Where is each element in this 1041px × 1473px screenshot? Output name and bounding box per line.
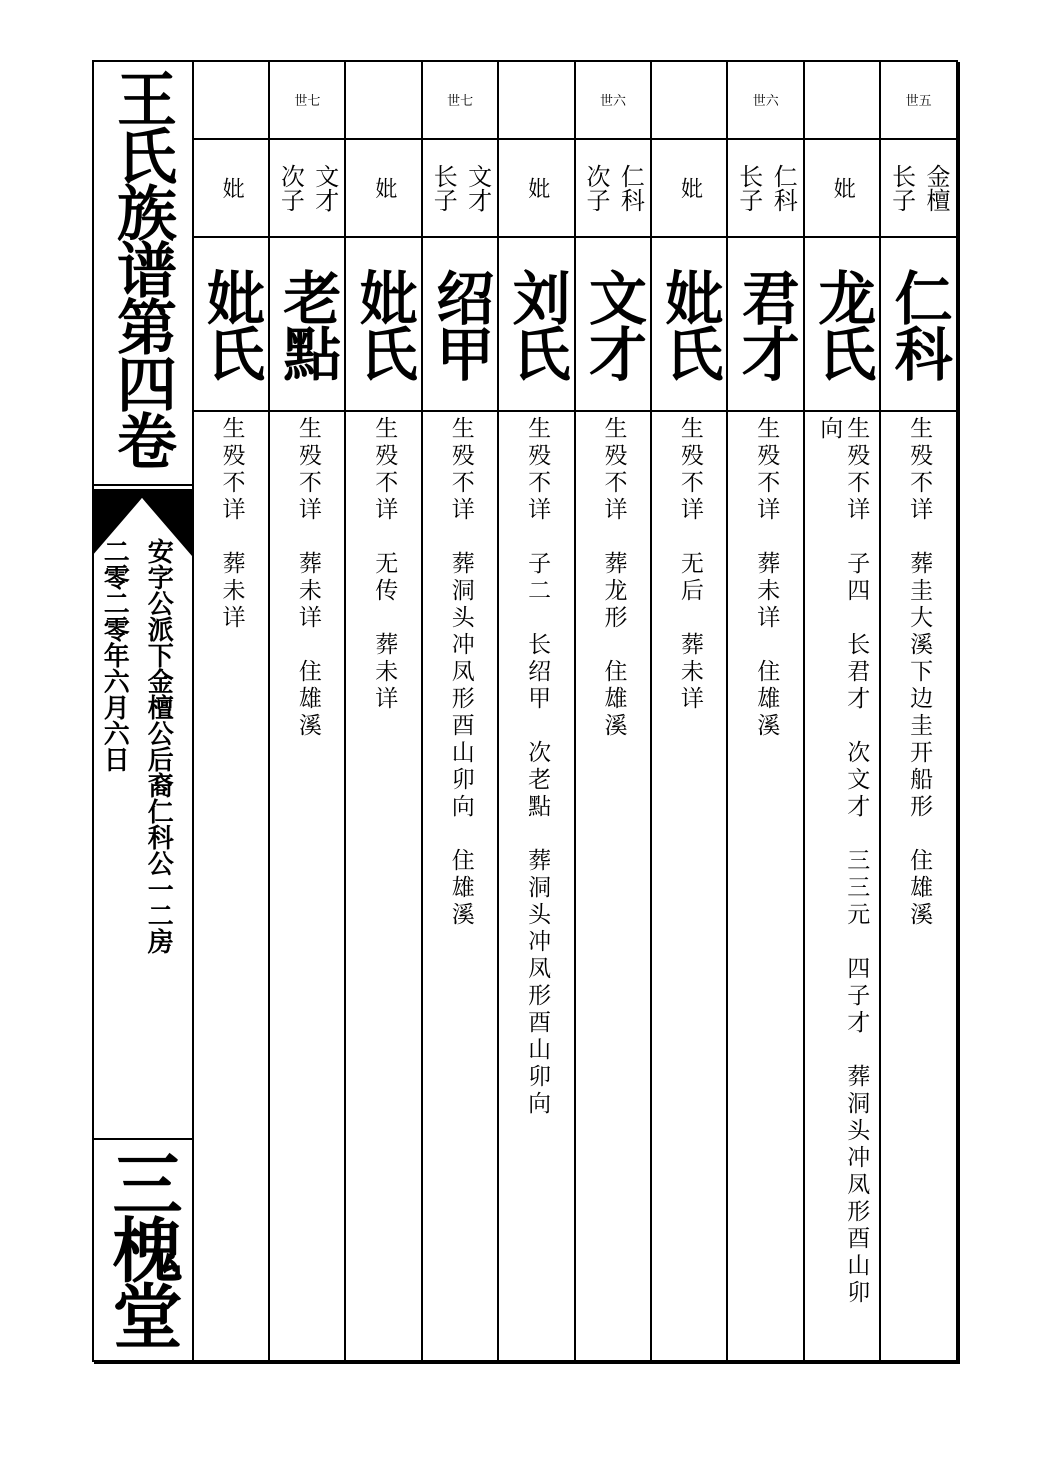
name-cell <box>882 238 956 410</box>
relation-text: 长子 <box>734 164 763 212</box>
detail-cell <box>729 416 803 740</box>
person-name: 妣氏 <box>349 268 418 380</box>
detail-text: 生殁不详 葬洞头冲凤形酉山卯向 住雄溪 <box>447 416 474 929</box>
genealogy-column <box>652 60 728 1360</box>
genealogy-column <box>500 60 576 1360</box>
name-cell <box>270 238 344 410</box>
detail-cell <box>576 416 650 740</box>
hall-box <box>92 1148 192 1346</box>
relation-cell <box>270 140 344 236</box>
person-name: 君才 <box>731 268 800 380</box>
relation-cell <box>500 140 574 236</box>
genealogy-grid <box>194 60 958 1362</box>
hall-divider <box>92 1138 192 1140</box>
genealogy-column <box>270 60 346 1360</box>
genealogy-column <box>423 60 499 1360</box>
generation-label <box>347 60 421 138</box>
relation-cell <box>347 140 421 236</box>
generation-label <box>500 60 574 138</box>
name-cell <box>500 238 574 410</box>
relation-cell <box>729 140 803 236</box>
genealogy-column <box>805 60 881 1360</box>
detail-text: 生殁不详 无后 葬未详 <box>676 416 703 713</box>
generation-label: 世七 <box>294 93 321 109</box>
relation-text: 妣 <box>219 177 245 199</box>
person-name: 绍甲 <box>426 268 495 380</box>
book-title-box <box>92 60 192 485</box>
detail-text: 生殁不详 葬未详 住雄溪 <box>753 416 780 740</box>
relation-text: 仁科 <box>616 164 645 212</box>
relation-text: 妣 <box>524 177 550 199</box>
generation-label <box>194 60 268 138</box>
detail-text: 生殁不详 葬龙形 住雄溪 <box>600 416 627 740</box>
generation-label: 世七 <box>447 93 474 109</box>
date-text: 二零二零年六月六日 <box>99 538 130 772</box>
generation-label <box>805 60 879 138</box>
book-title: 王氏族谱第四卷 <box>107 68 177 467</box>
person-name: 妣氏 <box>197 268 265 380</box>
detail-cell <box>270 416 344 740</box>
relation-cell <box>194 140 268 236</box>
relation-text: 文才 <box>310 164 339 212</box>
detail-cell <box>423 416 497 929</box>
fishtail-top-line <box>92 484 192 486</box>
detail-cell <box>347 416 421 713</box>
detail-cell <box>882 416 956 929</box>
relation-text: 长子 <box>887 164 916 212</box>
relation-text: 仁科 <box>769 164 798 212</box>
name-cell <box>805 238 879 410</box>
generation-label: 世六 <box>752 93 779 109</box>
person-name: 龙氏 <box>808 268 877 380</box>
detail-cell <box>500 416 574 1118</box>
relation-text: 长子 <box>429 164 458 212</box>
detail-text: 生殁不详 葬未详 <box>218 416 245 632</box>
relation-text: 金檀 <box>921 164 950 212</box>
name-cell <box>652 238 726 410</box>
person-name: 仁科 <box>884 268 953 380</box>
genealogy-column <box>882 60 958 1360</box>
relation-cell <box>882 140 956 236</box>
name-cell <box>729 238 803 410</box>
genealogy-column <box>729 60 805 1360</box>
detail-cell <box>194 416 268 632</box>
relation-text: 次子 <box>582 164 610 212</box>
name-cell <box>576 238 650 410</box>
branch-text: 安字公派下金檀公后裔仁科公一二房 <box>143 538 174 954</box>
relation-text: 次子 <box>276 164 305 212</box>
relation-cell <box>652 140 726 236</box>
name-cell <box>423 238 497 410</box>
relation-text: 妣 <box>677 177 703 199</box>
generation-label: 世五 <box>905 93 932 109</box>
relation-text: 妣 <box>830 177 856 199</box>
person-name: 文才 <box>579 268 647 380</box>
person-name: 刘氏 <box>502 268 571 380</box>
detail-text: 生殁不详 子四 长君才 次文才 三三元 四子才 葬洞头冲凤形酉山卯 <box>843 416 870 1307</box>
hall-name: 三槐堂 <box>101 1148 184 1346</box>
detail-cell <box>652 416 726 713</box>
relation-cell <box>576 140 650 236</box>
genealogy-column <box>347 60 423 1360</box>
detail-cell <box>805 416 879 1307</box>
detail-text: 生殁不详 葬未详 住雄溪 <box>294 416 321 740</box>
name-cell <box>194 238 268 410</box>
genealogy-column <box>576 60 652 1360</box>
relation-text: 文才 <box>463 164 492 212</box>
sidebar <box>92 60 194 1362</box>
detail-text: 向 <box>816 416 843 443</box>
detail-text: 生殁不详 无传 葬未详 <box>371 416 398 713</box>
relation-cell <box>423 140 497 236</box>
relation-cell <box>805 140 879 236</box>
name-cell <box>347 238 421 410</box>
generation-label <box>652 60 726 138</box>
generation-label: 世六 <box>599 93 626 109</box>
detail-text: 生殁不详 子二 长绍甲 次老點 葬洞头冲凤形酉山卯向 <box>524 416 551 1118</box>
person-name: 老點 <box>273 268 342 380</box>
genealogy-column <box>194 60 270 1360</box>
detail-text: 生殁不详 葬圭大溪下边圭开船形 住雄溪 <box>906 416 933 929</box>
relation-text: 妣 <box>371 177 397 199</box>
person-name: 妣氏 <box>655 268 724 380</box>
